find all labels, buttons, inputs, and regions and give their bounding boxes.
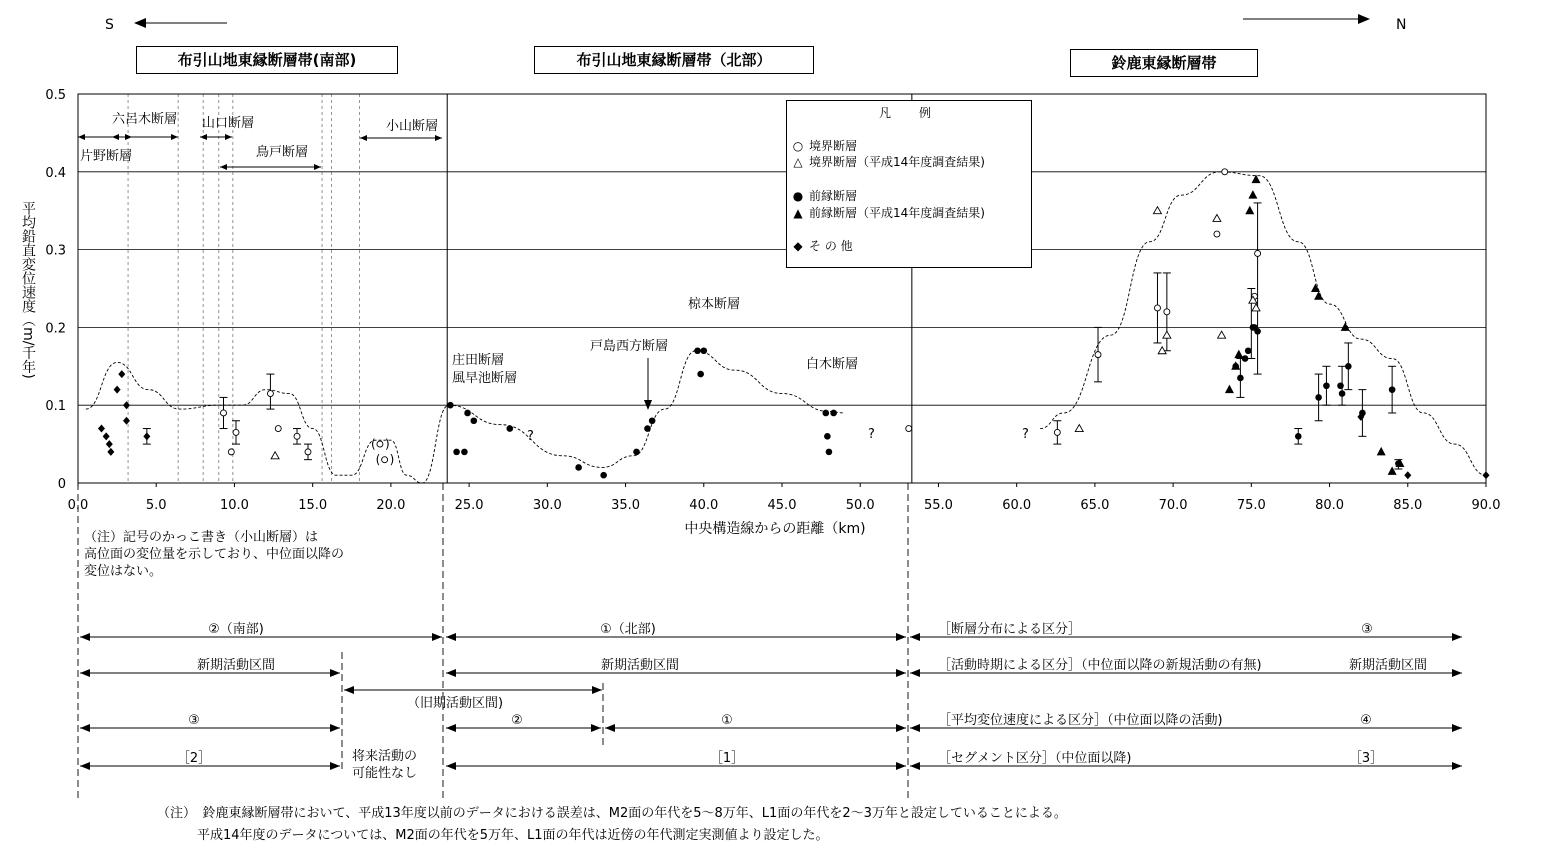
legend-item: [791, 237, 853, 254]
point-circle-filled: [1389, 386, 1396, 393]
point-triangle-filled: [1377, 447, 1386, 456]
segment-arrow-head: [591, 724, 601, 732]
point-circle-filled: [697, 371, 704, 378]
segment-label: ③: [1361, 622, 1373, 637]
legend-title: 凡 例: [878, 106, 939, 120]
segment-arrow-head: [910, 724, 920, 732]
segment-arrow-head: [592, 686, 602, 694]
point-triangle-open: [1252, 304, 1260, 311]
point-circle-open: [1054, 429, 1060, 435]
segment-label: ［1］: [709, 751, 745, 766]
segment-arrow-head: [446, 724, 456, 732]
range-arrow-head: [314, 164, 321, 170]
x-tick-label: 10.0: [219, 498, 249, 513]
point-circle-filled: [1242, 355, 1249, 362]
segment-arrow-head: [432, 633, 442, 641]
footer-note-2: 平成14年度のデータについては、M2面の年代を5万年、L1面の年代は近傍の年代測定実測値より設定した。: [197, 828, 829, 843]
range-arrow-head: [112, 134, 119, 140]
segment-arrow-head: [896, 633, 906, 641]
segment-arrow-head: [80, 724, 90, 732]
segment-label: ①: [721, 713, 733, 728]
segment-label: ①（北部): [600, 622, 656, 637]
point-diamond-filled: [123, 417, 130, 425]
legend-item: [791, 187, 857, 204]
paren-mark: ): [384, 437, 390, 452]
point-circle-open: [220, 410, 226, 416]
north-label: N: [1396, 17, 1407, 33]
point-triangle-filled: [1234, 350, 1243, 359]
segment-arrow-head: [910, 762, 920, 770]
north-arrow: [1243, 14, 1370, 24]
point-circle-filled: [694, 347, 701, 354]
x-tick-label: 40.0: [689, 498, 719, 513]
point-triangle-filled: [1314, 291, 1323, 300]
point-circle-filled: [471, 417, 478, 424]
point-circle-filled: [464, 410, 471, 417]
segment-label: ④: [1360, 713, 1372, 728]
fault-label: 小山断層: [386, 119, 439, 134]
point-diamond-filled: [114, 386, 121, 394]
range-arrow-head: [435, 135, 442, 141]
point-circle-open: [233, 429, 239, 435]
legend-label: 境界断層: [809, 139, 858, 153]
point-circle-open: [906, 426, 912, 432]
segment-arrow-head: [344, 686, 354, 694]
fault-label: 六呂木断層: [112, 112, 178, 127]
legend-label: 前縁断層: [809, 189, 858, 203]
segment-arrow-head: [80, 633, 90, 641]
segment-label: ［平均変位速度による区分］（中位面以降の活動): [938, 713, 1223, 728]
point-circle-open: [228, 449, 234, 455]
x-tick-label: 25.0: [454, 498, 484, 513]
y-tick-label: 0: [57, 477, 66, 492]
x-tick-label: 65.0: [1080, 498, 1110, 513]
segment-label: 新期活動区間: [196, 658, 276, 673]
point-circle-filled: [649, 417, 656, 424]
range-arrow-head: [78, 134, 85, 140]
point-circle-filled: [1323, 382, 1330, 389]
point-circle-filled: [823, 410, 830, 417]
point-triangle-filled: [1311, 284, 1320, 293]
legend-symbol-circle-open: ○: [792, 138, 804, 153]
point-triangle-open: [1153, 207, 1161, 214]
legend-label: 境界断層（平成14年度調査結果): [809, 155, 985, 169]
segment-arrow-head: [80, 669, 90, 677]
point-circle-open: [377, 441, 383, 447]
legend-item: [791, 204, 985, 221]
point-circle-filled: [633, 449, 640, 456]
x-tick-label: 30.0: [532, 498, 562, 513]
x-tick-label: 70.0: [1158, 498, 1188, 513]
segment-label: ②（南部): [208, 622, 264, 637]
y-tick-label: 0.3: [45, 243, 66, 259]
fault-label: 片野断層: [80, 149, 133, 164]
point-circle-filled: [1237, 375, 1244, 382]
segment-label: ［2］: [176, 751, 212, 766]
segment-label: ［セグメント区分］（中位面以降): [938, 751, 1132, 766]
point-circle-filled: [830, 410, 837, 417]
segment-label: 新期活動区間: [600, 658, 680, 673]
segment-arrow-head: [446, 762, 456, 770]
axes: [20, 88, 1500, 537]
x-tick-label: 85.0: [1393, 498, 1423, 513]
fault-label: 庄田断層: [452, 353, 505, 368]
question-mark: ?: [1022, 427, 1029, 442]
point-circle-open: [294, 433, 300, 439]
x-tick-label: 35.0: [611, 498, 641, 513]
south-arrow: [134, 18, 227, 28]
legend-symbol-triangle-open: △: [793, 154, 803, 169]
segment-arrow-head: [1452, 762, 1462, 770]
point-triangle-filled: [1388, 466, 1397, 475]
point-triangle-open: [1218, 331, 1226, 338]
segment-label: ③: [188, 713, 200, 728]
point-circle-filled: [506, 425, 513, 432]
segment-arrow-head: [330, 669, 340, 677]
y-axis-label: 平均鉛直変位速度（m/千年): [20, 201, 36, 379]
legend-symbol-triangle-filled: ▲: [793, 205, 803, 220]
point-circle-filled: [1339, 390, 1346, 397]
segment-arrow-head: [446, 669, 456, 677]
point-circle-filled: [826, 449, 833, 456]
segment-label: ［断層分布による区分］: [938, 622, 1082, 637]
x-tick-label: 60.0: [1002, 498, 1032, 513]
fault-label: 風早池断層: [452, 371, 518, 386]
x-tick-label: 15.0: [298, 498, 328, 513]
point-triangle-filled: [1225, 385, 1234, 394]
point-circle-open: [1222, 169, 1228, 175]
kakko-note: （注）記号のかっこ書き（小山断層）は 高位面の変位量を示しており、中位面以降の 変位はない。: [84, 530, 345, 579]
question-mark: ?: [527, 429, 534, 444]
point-circle-filled: [453, 449, 460, 456]
segment-arrow-head: [910, 633, 920, 641]
segment-arrow-head: [605, 724, 615, 732]
point-circle-open: [267, 391, 273, 397]
paren-mark: (: [375, 452, 381, 467]
x-tick-label: 80.0: [1315, 498, 1345, 513]
point-circle-filled: [644, 425, 651, 432]
point-circle-filled: [575, 464, 582, 471]
y-tick-label: 0.1: [45, 399, 66, 415]
segment-arrow-head: [896, 762, 906, 770]
point-circle-filled: [700, 347, 707, 354]
legend-symbol-diamond: ◆: [793, 238, 803, 253]
point-circle-open: [275, 426, 281, 432]
fault-label: 鳥戸断層: [256, 145, 309, 160]
segment-arrow-head: [80, 762, 90, 770]
point-circle-filled: [1245, 347, 1252, 354]
segment-arrow-head: [896, 669, 906, 677]
segment-arrow-head: [446, 633, 456, 641]
range-arrow-head: [225, 134, 232, 140]
segment-arrow-head: [1452, 724, 1462, 732]
point-triangle-filled: [1245, 206, 1254, 215]
point-circle-open: [1214, 231, 1220, 237]
point-circle-filled: [1295, 433, 1302, 440]
point-triangle-open: [1163, 331, 1171, 338]
point-circle-filled: [1315, 394, 1322, 401]
x-tick-label: 75.0: [1236, 498, 1266, 513]
segment-arrow-head: [910, 669, 920, 677]
x-tick-label: 20.0: [376, 498, 406, 513]
x-tick-label: 0.0: [67, 498, 89, 513]
legend-item: [791, 153, 985, 170]
segment-label: 新期活動区間: [1348, 658, 1428, 673]
point-circle-filled: [1337, 382, 1344, 389]
segment-label: ②: [511, 713, 523, 728]
segment-arrow-head: [1452, 633, 1462, 641]
x-tick-label: 90.0: [1471, 498, 1501, 513]
x-tick-label: 55.0: [923, 498, 953, 513]
range-arrow-head: [220, 164, 227, 170]
segment-arrow-head: [330, 724, 340, 732]
zone-box-south: 布引山地東縁断層帯(南部): [136, 46, 398, 74]
point-circle-open: [1095, 352, 1101, 358]
point-triangle-filled: [1341, 322, 1350, 331]
point-diamond-filled: [118, 370, 125, 378]
fault-label: 山口断層: [202, 116, 255, 131]
point-circle-filled: [461, 449, 468, 456]
point-circle-open: [1154, 305, 1160, 311]
segment-label: （旧期活動区間): [406, 696, 504, 711]
paren-mark: (: [370, 437, 376, 452]
x-tick-label: 5.0: [145, 498, 167, 513]
legend-label: 前縁断層（平成14年度調査結果): [809, 206, 985, 220]
y-tick-label: 0.2: [45, 321, 66, 337]
point-circle-open: [382, 457, 388, 463]
segment-label: ［活動時期による区分］（中位面以降の新規活動の有無): [938, 658, 1262, 673]
fault-label: 椋本断層: [688, 297, 741, 312]
footer-note-1: （注） 鈴鹿東縁断層帯において、平成13年度以前のデータにおける誤差は、M2面の年代を5〜8万年、L1面の年代を2〜3万年と設定していることによる。: [157, 806, 1067, 821]
legend-item: [791, 137, 857, 154]
grid-lines: [78, 172, 1486, 405]
point-circle-open: [305, 449, 311, 455]
point-circle-filled: [447, 402, 454, 409]
point-diamond-filled: [1404, 471, 1411, 479]
future-activity-note: 将来活動の 可能性なし: [352, 749, 418, 781]
south-label: S: [105, 17, 114, 33]
range-arrow-head: [171, 134, 178, 140]
fault-label: 白木断層: [806, 357, 859, 372]
legend: [786, 100, 1032, 268]
zone-box-north: 布引山地東縁断層帯（北部）: [534, 46, 814, 74]
point-circle-open: [1255, 250, 1261, 256]
x-tick-label: 50.0: [845, 498, 875, 513]
trend-curve: [1040, 172, 1486, 475]
point-circle-open: [1164, 309, 1170, 315]
y-tick-label: 0.4: [45, 165, 66, 181]
point-circle-filled: [1254, 328, 1261, 335]
point-triangle-open: [1075, 425, 1083, 432]
point-diamond-filled: [143, 432, 150, 440]
point-triangle-open: [271, 452, 279, 459]
x-axis-label: 中央構造線からの距離（km): [684, 521, 866, 537]
question-mark: ?: [868, 427, 875, 442]
point-circle-filled: [1345, 363, 1352, 370]
point-diamond-filled: [103, 432, 110, 440]
point-diamond-filled: [106, 440, 113, 448]
point-triangle-open: [1213, 214, 1221, 221]
zone-box-suzuka: 鈴鹿東縁断層帯: [1070, 49, 1258, 77]
point-diamond-filled: [107, 448, 114, 456]
x-tick-label: 45.0: [767, 498, 797, 513]
paren-mark: ): [389, 452, 395, 467]
point-triangle-filled: [1248, 190, 1257, 199]
segment-arrow-head: [1452, 669, 1462, 677]
legend-symbol-circle-filled: ●: [792, 188, 804, 203]
point-circle-filled: [824, 433, 831, 440]
point-circle-filled: [600, 472, 607, 479]
y-tick-label: 0.5: [45, 88, 66, 103]
segment-arrow-head: [330, 762, 340, 770]
range-arrow-head: [200, 134, 207, 140]
point-diamond-filled: [123, 401, 130, 409]
fault-label: 戸島西方断層: [590, 339, 669, 354]
segment-label: ［3］: [1348, 751, 1384, 766]
point-diamond-filled: [98, 425, 105, 433]
segment-arrow-head: [896, 724, 906, 732]
range-arrow-head: [360, 135, 367, 141]
legend-label: そ の 他: [809, 239, 853, 253]
